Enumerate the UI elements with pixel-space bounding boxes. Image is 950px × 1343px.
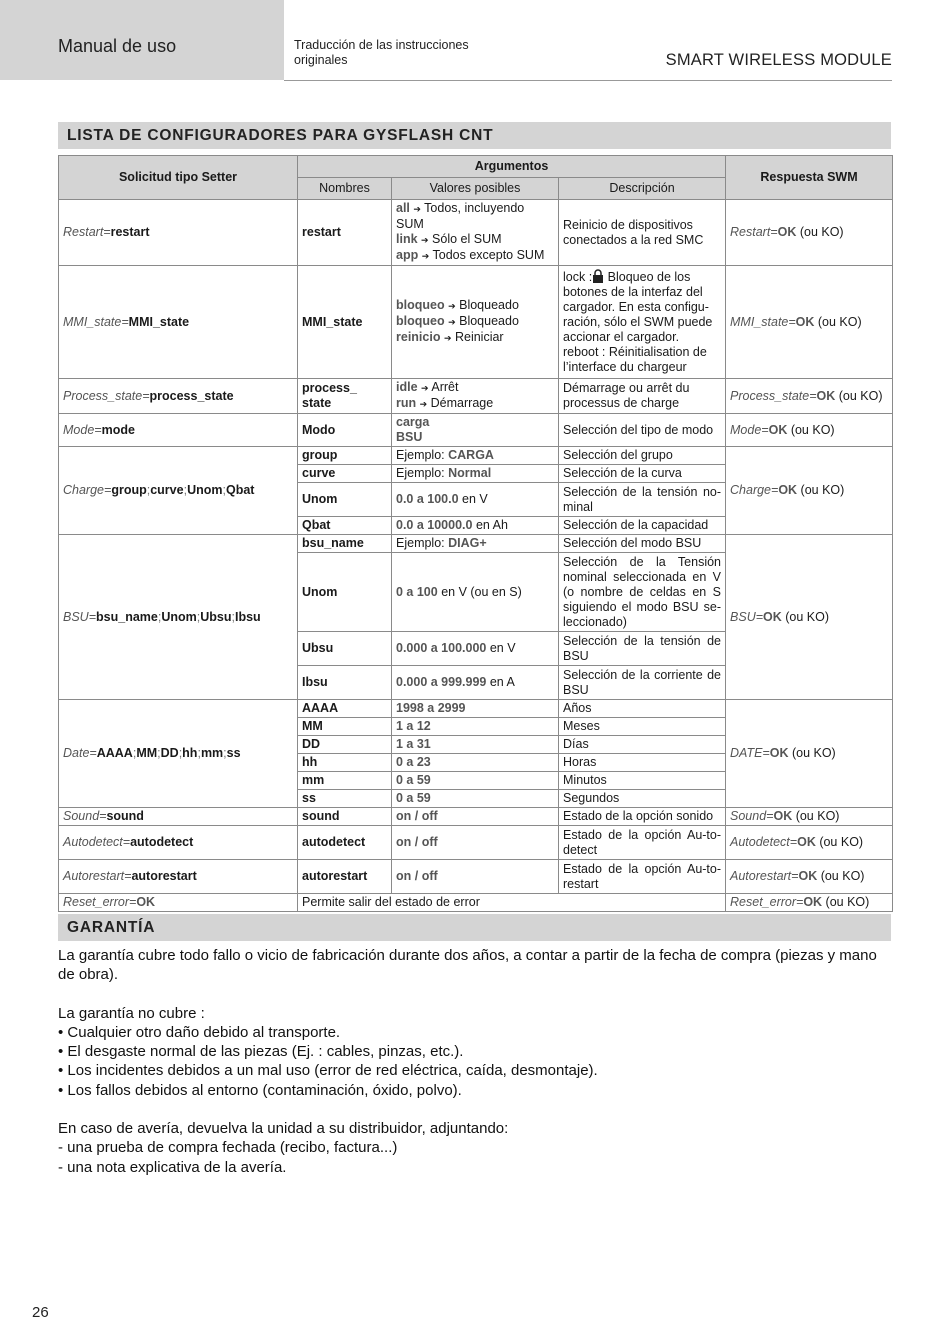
name-cell: Qbat: [298, 517, 392, 535]
name-cell: MMI_state: [298, 266, 392, 379]
desc-cell: Estado de la opción Au-to-detect: [559, 826, 726, 860]
manual-title: Manual de uso: [58, 36, 177, 56]
name-cell: Ubsu: [298, 632, 392, 666]
response-cell: MMI_state=OK (ou KO): [726, 266, 893, 379]
table-header-row: [59, 156, 893, 178]
section-title-warranty: GARANTÍA: [58, 914, 891, 941]
col-header-desc: Descripción: [559, 178, 726, 200]
padlock-icon: [592, 269, 604, 283]
name-cell: autorestart: [298, 860, 392, 894]
response-cell: Charge=OK (ou KO): [726, 447, 893, 535]
name-cell: restart: [298, 200, 392, 266]
setter-cell: MMI_state=MMI_state: [59, 266, 298, 379]
setter-cell: Charge=group;curve;Unom;Qbat: [59, 447, 298, 535]
setter-cell: Autodetect=autodetect: [59, 826, 298, 860]
values-cell: 1998 a 2999: [392, 700, 559, 718]
col-header-setter: Solicitud tipo Setter: [59, 156, 298, 200]
desc-cell: Horas: [559, 754, 726, 772]
values-cell: 0 a 59: [392, 790, 559, 808]
values-cell: Ejemplo: Normal: [392, 465, 559, 483]
table-row: [59, 535, 893, 553]
section-title-config: LISTA DE CONFIGURADORES PARA GYSFLASH CNT: [58, 122, 891, 149]
desc-cell: Minutos: [559, 772, 726, 790]
name-cell: ss: [298, 790, 392, 808]
desc-cell: Selección del tipo de modo: [559, 414, 726, 447]
desc-cell: lock : Bloqueo de los botones de la interfaz del cargador. En esta configu-ración, sólo el SWM puede accionar el cargador. reboot : Réinitialisation de l’interface du chargeur: [559, 266, 726, 379]
name-cell: DD: [298, 736, 392, 754]
table-row: [59, 414, 893, 447]
list-item: - una nota explicativa de la avería.: [58, 1158, 287, 1176]
response-cell: Reset_error=OK (ou KO): [726, 894, 893, 912]
desc-cell: Estado de la opción sonido: [559, 808, 726, 826]
values-cell: bloqueo ➔ Bloqueado bloqueo ➔ Bloqueado reinicio ➔ Reiniciar: [392, 266, 559, 379]
desc-cell: Selección de la tensión no-minal: [559, 483, 726, 517]
response-cell: DATE=OK (ou KO): [726, 700, 893, 808]
list-item: - una prueba de compra fechada (recibo, factura...): [58, 1139, 398, 1157]
name-cell: mm: [298, 772, 392, 790]
name-cell: bsu_name: [298, 535, 392, 553]
desc-cell: Días: [559, 736, 726, 754]
warranty-paragraph: La garantía cubre todo fallo o vicio de fabricación durante dos años, a contar a partir de la fecha de compra (piezas y mano de obra).: [58, 947, 877, 984]
setter-cell: Mode=mode: [59, 414, 298, 447]
setter-cell: Restart=restart: [59, 200, 298, 266]
values-cell: on / off: [392, 808, 559, 826]
response-cell: Autodetect=OK (ou KO): [726, 826, 893, 860]
table-row: [59, 200, 893, 266]
desc-cell: Selección de la curva: [559, 465, 726, 483]
table-row: [59, 894, 893, 912]
list-item: • El desgaste normal de las piezas (Ej. : cables, pinzas, etc.).: [58, 1043, 464, 1061]
name-cell: sound: [298, 808, 392, 826]
table-row: [59, 266, 893, 379]
config-table: [58, 155, 893, 912]
values-cell: all ➔ Todos, incluyendo SUM link ➔ Sólo el SUM app ➔ Todos excepto SUM: [392, 200, 559, 266]
values-cell: carga BSU: [392, 414, 559, 447]
desc-cell: Reinicio de dispositivos conectados a la red SMC: [559, 200, 726, 266]
reset-text-cell: Permite salir del estado de error: [298, 894, 726, 912]
table-row: [59, 808, 893, 826]
values-cell: 0.000 a 100.000 en V: [392, 632, 559, 666]
values-cell: idle ➔ Arrêt run ➔ Démarrage: [392, 379, 559, 414]
setter-cell: Sound=sound: [59, 808, 298, 826]
values-cell: 1 a 31: [392, 736, 559, 754]
table-row: [59, 700, 893, 718]
setter-cell: Date=AAAA;MM;DD;hh;mm;ss: [59, 700, 298, 808]
col-header-args: Argumentos: [298, 156, 726, 178]
name-cell: process_ state: [298, 379, 392, 414]
translation-note: Traducción de las instrucciones originales: [294, 38, 469, 67]
desc-cell: Meses: [559, 718, 726, 736]
table-row: [59, 447, 893, 465]
header-divider: [284, 80, 892, 81]
list-item: • Los incidentes debidos a un mal uso (error de red eléctrica, caída, desmontaje).: [58, 1062, 598, 1080]
values-cell: on / off: [392, 826, 559, 860]
response-cell: Restart=OK (ou KO): [726, 200, 893, 266]
desc-cell: Selección del grupo: [559, 447, 726, 465]
desc-cell: Segundos: [559, 790, 726, 808]
desc-cell: Selección de la Tensión nominal seleccionada en V (o nombre de celdas en S siguiendo el modo BSU se-leccionado): [559, 553, 726, 632]
table-row: [59, 826, 893, 860]
warranty-return-text: En caso de avería, devuelva la unidad a su distribuidor, adjuntando:: [58, 1120, 509, 1138]
response-cell: Process_state=OK (ou KO): [726, 379, 893, 414]
response-cell: Autorestart=OK (ou KO): [726, 860, 893, 894]
page-number: 26: [32, 1304, 49, 1321]
name-cell: curve: [298, 465, 392, 483]
desc-cell: Estado de la opción Au-to-restart: [559, 860, 726, 894]
desc-cell: Años: [559, 700, 726, 718]
desc-cell: Selección de la tensión de BSU: [559, 632, 726, 666]
table-row: [59, 379, 893, 414]
setter-cell: Process_state=process_state: [59, 379, 298, 414]
values-cell: 1 a 12: [392, 718, 559, 736]
desc-cell: Démarrage ou arrêt du processus de charge: [559, 379, 726, 414]
setter-cell: BSU=bsu_name;Unom;Ubsu;Ibsu: [59, 535, 298, 700]
values-cell: 0 a 59: [392, 772, 559, 790]
warranty-exclusions-title: La garantía no cubre :: [58, 1004, 205, 1022]
col-header-response: Respuesta SWM: [726, 156, 893, 200]
desc-cell: Selección de la capacidad: [559, 517, 726, 535]
list-item: • Los fallos debidos al entorno (contaminación, óxido, polvo).: [58, 1081, 462, 1099]
values-cell: 0 a 23: [392, 754, 559, 772]
response-cell: BSU=OK (ou KO): [726, 535, 893, 700]
values-cell: 0 a 100 en V (ou en S): [392, 553, 559, 632]
values-cell: on / off: [392, 860, 559, 894]
values-cell: Ejemplo: CARGA: [392, 447, 559, 465]
desc-cell: Selección de la corriente de BSU: [559, 666, 726, 700]
product-name: SMART WIRELESS MODULE: [665, 51, 892, 69]
values-cell: 0.0 a 10000.0 en Ah: [392, 517, 559, 535]
response-cell: Mode=OK (ou KO): [726, 414, 893, 447]
name-cell: group: [298, 447, 392, 465]
name-cell: Modo: [298, 414, 392, 447]
name-cell: Unom: [298, 483, 392, 517]
col-header-values: Valores posibles: [392, 178, 559, 200]
values-cell: 0.000 a 999.999 en A: [392, 666, 559, 700]
list-item: • Cualquier otro daño debido al transporte.: [58, 1023, 341, 1041]
name-cell: MM: [298, 718, 392, 736]
desc-cell: Selección del modo BSU: [559, 535, 726, 553]
table-row: [59, 860, 893, 894]
values-cell: 0.0 a 100.0 en V: [392, 483, 559, 517]
response-cell: Sound=OK (ou KO): [726, 808, 893, 826]
name-cell: Unom: [298, 553, 392, 632]
name-cell: Ibsu: [298, 666, 392, 700]
warranty-text: [58, 946, 892, 1177]
name-cell: AAAA: [298, 700, 392, 718]
col-header-names: Nombres: [298, 178, 392, 200]
setter-cell: Autorestart=autorestart: [59, 860, 298, 894]
values-cell: Ejemplo: DIAG+: [392, 535, 559, 553]
name-cell: autodetect: [298, 826, 392, 860]
setter-cell: Reset_error=OK: [59, 894, 298, 912]
name-cell: hh: [298, 754, 392, 772]
